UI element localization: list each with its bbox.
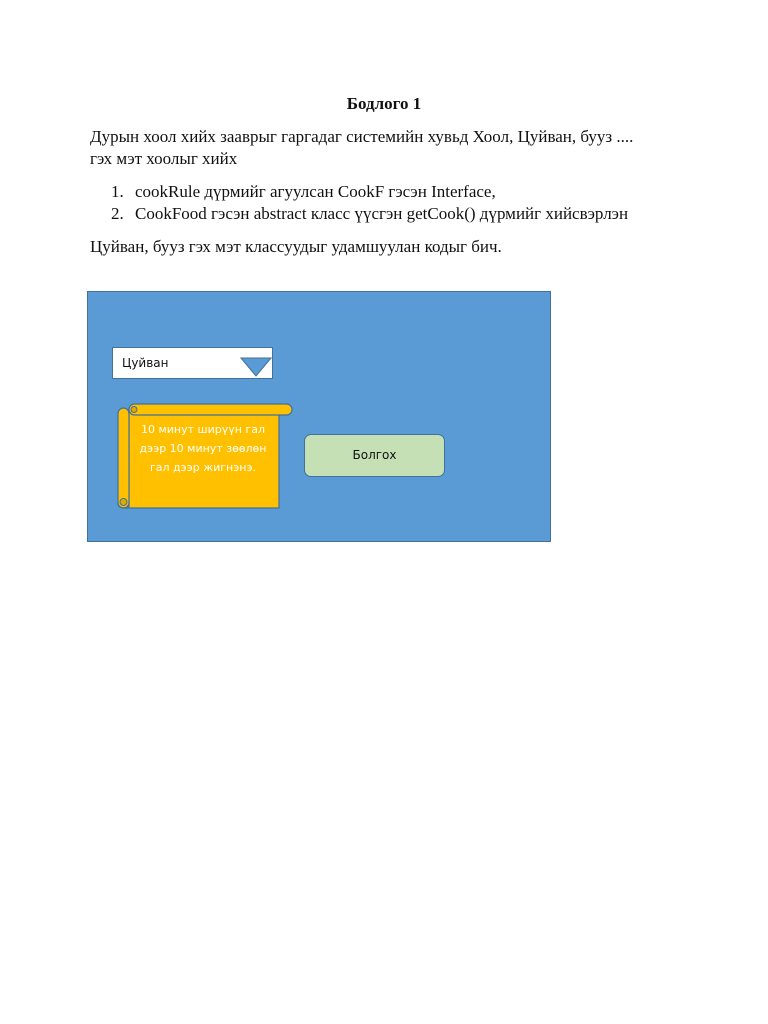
recipe-line: дээр 10 минут зөөлөн	[139, 442, 267, 455]
recipe-line: 10 минут ширүүн гал	[140, 423, 265, 436]
task-text: cookRule дүрмийг агуулсан CookF гэсэн Interface,	[135, 182, 496, 201]
intro-line: гэх мэт хоолыг хийх	[90, 149, 238, 168]
task-item	[90, 203, 690, 225]
closing-paragraph: Цуйван, бууз гэх мэт классуудыг удамшуулан кодыг бич.	[90, 237, 502, 256]
task-text: CookFood гэсэн abstract класс үүсгэн getCook() дүрмийг хийсвэрлэн	[135, 204, 629, 223]
dropdown-selected-value: Цуйван	[122, 356, 169, 370]
recipe-line: гал дээр жигнэнэ.	[150, 461, 256, 474]
task-item	[90, 181, 690, 203]
ui-mockup-panel	[87, 291, 551, 542]
task-number: 1.	[111, 182, 124, 201]
task-list	[90, 181, 690, 225]
food-select-dropdown[interactable]	[112, 347, 273, 379]
task-number: 2.	[111, 204, 124, 223]
cook-button[interactable]: Болгох	[304, 434, 445, 477]
intro-paragraph	[90, 126, 690, 170]
chevron-down-icon[interactable]	[240, 357, 272, 377]
document-title: Бодлого 1	[346, 94, 422, 113]
recipe-instructions	[128, 420, 278, 477]
intro-line: Дурын хоол хийх зааврыг гаргадаг системийн хувьд Хоол, Цуйван, бууз ....	[90, 127, 634, 146]
